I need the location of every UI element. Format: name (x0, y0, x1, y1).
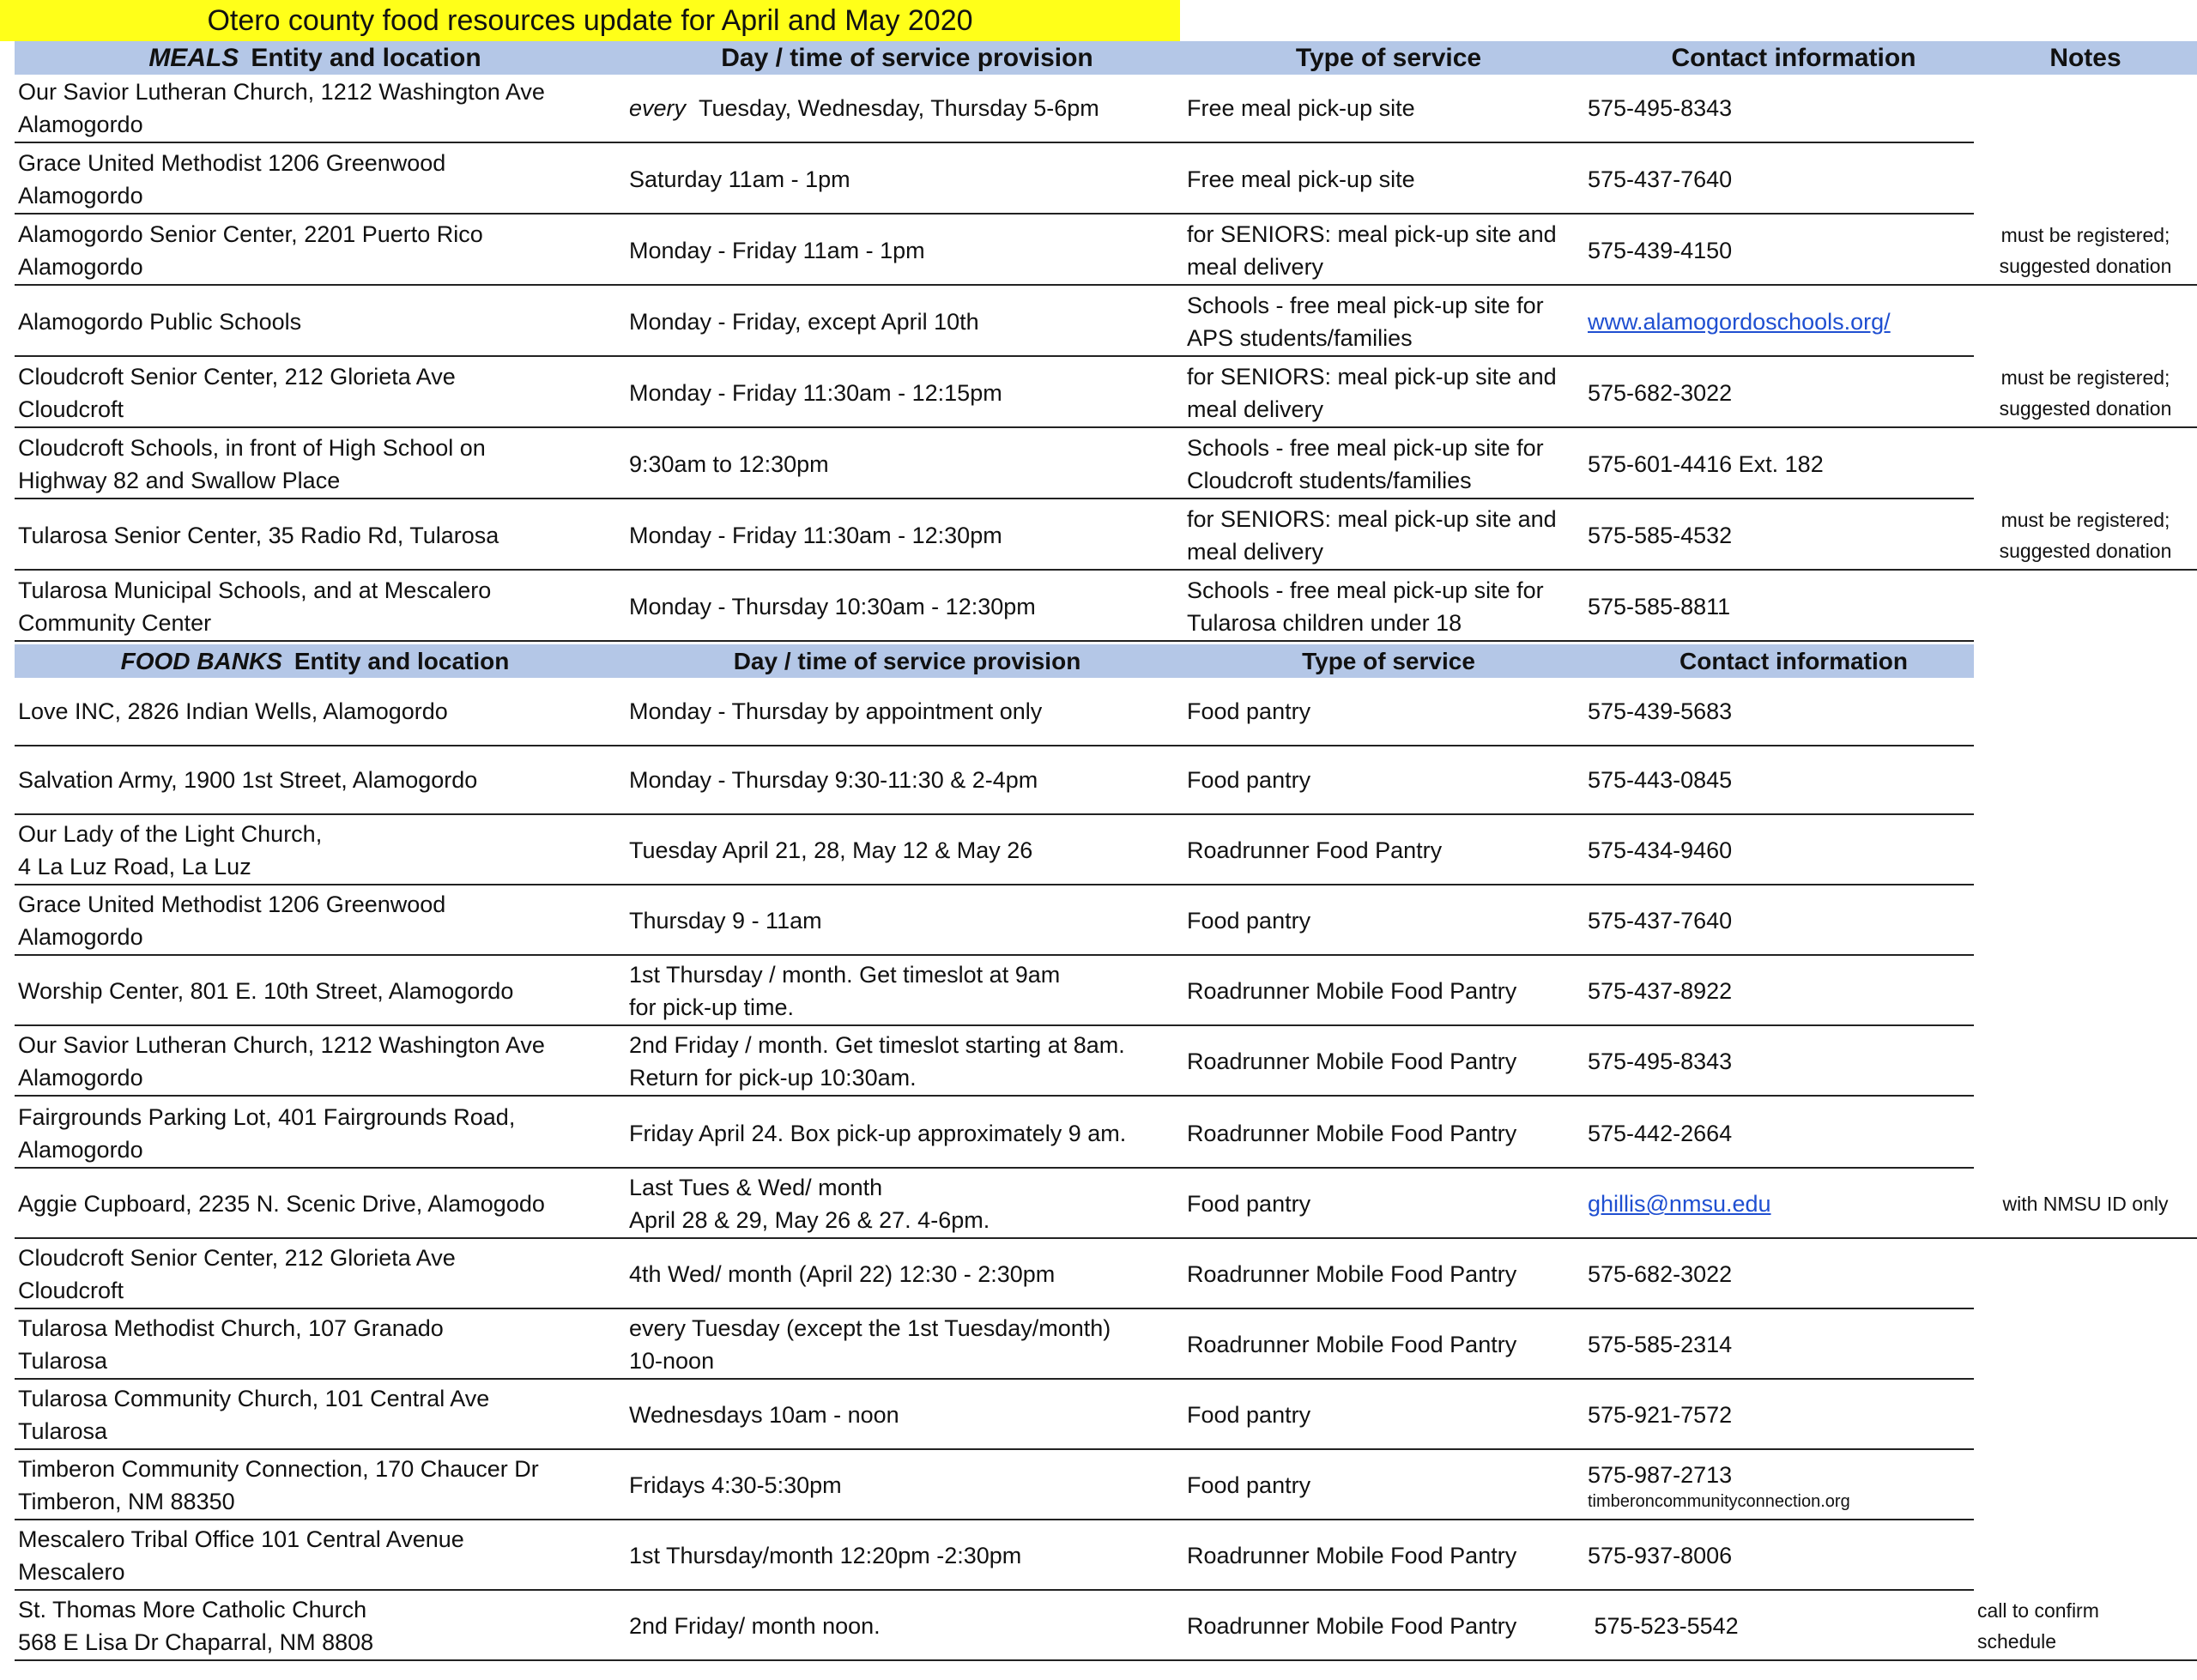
cell-line: Aggie Cupboard, 2235 N. Scenic Drive, Alamogodo (18, 1191, 545, 1217)
contact-info (1588, 1522, 2000, 1589)
service-time (622, 817, 1195, 884)
cell-line: Tuesday April 21, 28, May 12 & May 26 (629, 837, 1033, 863)
cell-line: Schools - free meal pick-up site for (1187, 293, 1544, 318)
entity-location (18, 431, 619, 498)
cell-line: Grace United Methodist 1206 Greenwood (18, 150, 446, 176)
cell-line: Love INC, 2826 Indian Wells, Alamogordo (18, 698, 448, 724)
service-type (1187, 1100, 1590, 1167)
cell-line: Roadrunner Mobile Food Pantry (1187, 1121, 1517, 1146)
contact-phone: 575-682-3022 (1588, 380, 1733, 406)
header-entity-italic: FOOD BANKS (120, 647, 282, 674)
contact-phone: 575-585-2314 (1588, 1332, 1733, 1357)
food-bank-row (15, 958, 2197, 1026)
cell-line: suggested donation (1999, 255, 2172, 277)
contact-info (1588, 217, 2000, 284)
contact-info (1588, 1100, 2000, 1167)
service-type (1187, 1170, 1590, 1237)
contact-phone: 575-937-8006 (1588, 1543, 1733, 1568)
contact-link[interactable]: www.alamogordoschools.org/ (1588, 309, 1891, 335)
cell-line: Roadrunner Mobile Food Pantry (1187, 1048, 1517, 1074)
row-divider (15, 355, 1974, 357)
service-type (1187, 1241, 1590, 1308)
cell-line: 1st Thursday/month 12:20pm -2:30pm (629, 1543, 1022, 1568)
cell-line: Cloudcroft Senior Center, 212 Glorieta Ave (18, 1245, 456, 1271)
cell-line: Our Lady of the Light Church, (18, 821, 323, 847)
notes (1977, 1592, 2197, 1659)
row-divider (15, 1024, 1974, 1026)
entity-location (18, 887, 619, 954)
entity-location (18, 1592, 619, 1659)
cell-line: Roadrunner Mobile Food Pantry (1187, 1332, 1517, 1357)
cell-line: April 28 & 29, May 26 & 27. 4-6pm. (629, 1207, 990, 1233)
cell-line: for SENIORS: meal pick-up site and (1187, 221, 1557, 247)
contact-info (1588, 1028, 2000, 1095)
cell-line: Monday - Thursday by appointment only (629, 698, 1043, 724)
cell-line: Alamogordo Senior Center, 2201 Puerto Rico (18, 221, 483, 247)
header-entity-label: Entity and location (294, 647, 510, 674)
row-divider (15, 569, 2197, 571)
cell-line: Mescalero (18, 1559, 125, 1585)
food-bank-row (15, 1170, 2197, 1239)
cell-line: Timberon, NM 88350 (18, 1489, 235, 1514)
service-type (1187, 146, 1590, 213)
contact-phone: 575-437-7640 (1588, 166, 1733, 192)
entity-location (18, 746, 619, 813)
cell-line: Food pantry (1187, 1402, 1311, 1428)
contact-phone: 575-495-8343 (1588, 1048, 1733, 1074)
service-time (622, 217, 1195, 284)
cell-line: Cloudcroft Schools, in front of High School on (18, 435, 486, 461)
cell-line: Monday - Friday, except April 10th (629, 309, 979, 335)
entity-location (18, 958, 619, 1024)
header-entity-label: Entity and location (251, 43, 481, 72)
row-divider (15, 1237, 2197, 1239)
cell-line: Salvation Army, 1900 1st Street, Alamogordo (18, 767, 478, 793)
notes (1974, 1522, 2197, 1589)
food-bank-row (15, 1311, 2197, 1380)
contact-phone: 575-437-8922 (1588, 978, 1733, 1004)
row-divider (15, 1448, 1974, 1450)
cell-line: Community Center (18, 610, 212, 636)
food-bank-row (15, 887, 2197, 956)
notes (1974, 1170, 2197, 1237)
cell-line: Food pantry (1187, 1472, 1311, 1498)
contact-website: timberoncommunityconnection.org (1588, 1492, 1850, 1511)
cell-line: Food pantry (1187, 908, 1311, 934)
cell-line: Tularosa Community Church, 101 Central Ave (18, 1386, 490, 1411)
cell-line: Thursday 9 - 11am (629, 908, 822, 934)
entity-location (18, 1381, 619, 1448)
cell-line: Monday - Thursday 10:30am - 12:30pm (629, 594, 1036, 619)
entity-location (18, 1311, 619, 1378)
service-type (1187, 817, 1590, 884)
cell-line: 9:30am to 12:30pm (629, 451, 829, 477)
meal-row (15, 573, 2197, 642)
header-contact: Contact information (1680, 647, 1908, 674)
cell-line: Monday - Friday 11:30am - 12:30pm (629, 523, 1002, 548)
cell-line: Our Savior Lutheran Church, 1212 Washington Ave (18, 79, 545, 105)
header-type: Type of service (1295, 43, 1482, 72)
food-bank-row (15, 1241, 2197, 1309)
contact-phone: 575-495-8343 (1588, 95, 1733, 121)
cell-line: Tularosa children under 18 (1187, 610, 1462, 636)
cell-line: Alamogordo Public Schools (18, 309, 302, 335)
food-bank-row (15, 1381, 2197, 1450)
entity-location (18, 573, 619, 640)
contact-phone: 575-921-7572 (1588, 1402, 1733, 1428)
entity-location (18, 1170, 619, 1237)
cell-line: Food pantry (1187, 1191, 1311, 1217)
cell-line: Tularosa (18, 1418, 108, 1444)
contact-info (1588, 1592, 2000, 1659)
cell-italic: every (629, 95, 699, 121)
cell-text: Tuesday, Wednesday, Thursday 5-6pm (699, 95, 1099, 121)
cell-line: every Tuesday (except the 1st Tuesday/month) (629, 1315, 1111, 1341)
food-bank-row (15, 1100, 2197, 1169)
header-entity (15, 644, 615, 678)
service-time (622, 431, 1195, 498)
service-type (1187, 1381, 1590, 1448)
service-type (1187, 431, 1590, 498)
service-type (1187, 1311, 1590, 1378)
meal-row (15, 288, 2197, 357)
cell-line: meal delivery (1187, 396, 1324, 422)
service-time (622, 958, 1195, 1024)
cell-line: Tularosa Methodist Church, 107 Granado (18, 1315, 444, 1341)
cell-line: Grace United Methodist 1206 Greenwood (18, 891, 446, 917)
food-bank-row (15, 1522, 2197, 1591)
cell-line: 10-noon (629, 1348, 715, 1374)
entity-location (18, 288, 619, 355)
service-time (622, 1381, 1195, 1448)
service-type (1187, 1452, 1590, 1519)
service-time (622, 573, 1195, 640)
food-bank-row (15, 746, 2197, 815)
cell-line: 2nd Friday / month. Get timeslot starting at 8am. (629, 1032, 1125, 1058)
cell-line: Worship Center, 801 E. 10th Street, Alamogordo (18, 978, 514, 1004)
contact-phone: 575-434-9460 (1588, 837, 1733, 863)
contact-info (1588, 817, 2000, 884)
notes (1974, 746, 2197, 813)
cell-line: call to confirm (1977, 1599, 2099, 1622)
service-time (622, 887, 1195, 954)
service-type (1187, 678, 1590, 745)
food-bank-row (15, 678, 2197, 746)
contact-phone: 575-442-2664 (1588, 1121, 1733, 1146)
contact-info (1588, 360, 2000, 426)
row-divider (15, 1095, 1974, 1097)
service-time (622, 678, 1195, 745)
contact-info (1588, 1452, 2000, 1519)
entity-location (18, 75, 619, 142)
cell-line: Our Savior Lutheran Church, 1212 Washington Ave (18, 1032, 545, 1058)
cell-line: Last Tues & Wed/ month (629, 1175, 883, 1200)
notes (1974, 817, 2197, 884)
contact-phone: 575-585-4532 (1588, 523, 1733, 548)
contact-info (1588, 146, 2000, 213)
service-type (1187, 217, 1590, 284)
contact-info (1588, 573, 2000, 640)
notes (1974, 75, 2197, 142)
cell-line: schedule (1977, 1630, 2057, 1653)
cell-line: Fairgrounds Parking Lot, 401 Fairgrounds Road, (18, 1104, 516, 1130)
cell-line: Tularosa (18, 1348, 108, 1374)
cell-line: meal delivery (1187, 539, 1324, 565)
service-time (622, 1241, 1195, 1308)
meals-header (15, 41, 2197, 75)
contact-phone: 575-987-2713 (1588, 1462, 1733, 1488)
cell-line: Monday - Friday 11am - 1pm (629, 238, 925, 263)
service-time (622, 1522, 1195, 1589)
row-divider (15, 498, 1974, 499)
notes (1974, 678, 2197, 745)
service-time (622, 75, 1195, 142)
food-bank-row (15, 1452, 2197, 1520)
contact-info (1588, 75, 2000, 142)
entity-location (18, 360, 619, 426)
header-notes: Notes (2049, 43, 2121, 72)
cell-line: for SENIORS: meal pick-up site and (1187, 506, 1557, 532)
contact-phone: 575-439-5683 (1588, 698, 1733, 724)
contact-phone: 575-437-7640 (1588, 908, 1733, 934)
cell-line: Monday - Friday 11:30am - 12:15pm (629, 380, 1002, 406)
service-time (622, 1170, 1195, 1237)
cell-line: for pick-up time. (629, 994, 795, 1020)
entity-location (18, 817, 619, 884)
food-bank-row (15, 817, 2197, 885)
service-time (622, 502, 1195, 569)
entity-location (18, 502, 619, 569)
service-time (622, 1311, 1195, 1378)
cell-line: Schools - free meal pick-up site for (1187, 435, 1544, 461)
cell-line: Fridays 4:30-5:30pm (629, 1472, 842, 1498)
contact-info (1588, 678, 2000, 745)
row-divider (15, 1519, 1974, 1520)
row-divider (15, 813, 1974, 815)
service-type (1187, 887, 1590, 954)
cell-line: Friday April 24. Box pick-up approximately 9 am. (629, 1121, 1127, 1146)
cell-line (629, 92, 1195, 124)
row-divider (15, 426, 2197, 428)
cell-line: Roadrunner Mobile Food Pantry (1187, 1261, 1517, 1287)
service-type (1187, 958, 1590, 1024)
cell-line: Saturday 11am - 1pm (629, 166, 850, 192)
cell-line: Mescalero Tribal Office 101 Central Avenue (18, 1526, 464, 1552)
cell-line: Schools - free meal pick-up site for (1187, 577, 1544, 603)
cell-line: 2nd Friday/ month noon. (629, 1613, 881, 1639)
entity-location (18, 1452, 619, 1519)
service-type (1187, 746, 1590, 813)
notes (1974, 887, 2197, 954)
cell-line: with NMSU ID only (2002, 1193, 2169, 1215)
notes (1974, 360, 2197, 426)
cell-line: Cloudcroft Senior Center, 212 Glorieta Ave (18, 364, 456, 390)
contact-phone: 575-601-4416 Ext. 182 (1588, 451, 1824, 477)
entity-location (18, 1100, 619, 1167)
contact-info (1588, 1311, 2000, 1378)
service-time (622, 746, 1195, 813)
cell-line: must be registered; (2000, 509, 2170, 531)
service-type (1187, 502, 1590, 569)
entity-location (18, 678, 619, 745)
contact-phone: 575-585-8811 (1588, 594, 1731, 619)
cell-line: Tularosa Senior Center, 35 Radio Rd, Tularosa (18, 523, 499, 548)
cell-line: Roadrunner Food Pantry (1187, 837, 1443, 863)
notes (1974, 1452, 2197, 1519)
contact-phone: 575-443-0845 (1588, 767, 1733, 793)
cell-line: Alamogordo (18, 1137, 143, 1163)
row-divider (15, 142, 1974, 143)
cell-line: Alamogordo (18, 1065, 143, 1091)
cell-line: Alamogordo (18, 924, 143, 950)
cell-line: APS students/families (1187, 325, 1413, 351)
row-divider (15, 1308, 1974, 1309)
notes (1974, 958, 2197, 1024)
contact-link[interactable]: ghillis@nmsu.edu (1588, 1191, 1771, 1217)
cell-line: Highway 82 and Swallow Place (18, 468, 341, 493)
service-type (1187, 573, 1590, 640)
row-divider (15, 1659, 2197, 1661)
service-time (622, 360, 1195, 426)
service-time (622, 1452, 1195, 1519)
notes (1974, 217, 2197, 284)
cell-line: Roadrunner Mobile Food Pantry (1187, 978, 1517, 1004)
notes (1974, 1311, 2197, 1378)
entity-location (18, 217, 619, 284)
cell-line: suggested donation (1999, 540, 2172, 562)
cell-line: Roadrunner Mobile Food Pantry (1187, 1543, 1517, 1568)
contact-info (1588, 958, 2000, 1024)
header-contact: Contact information (1671, 43, 1916, 72)
contact-phone: 575-523-5542 (1588, 1613, 1739, 1639)
contact-info (1588, 1241, 2000, 1308)
service-time (622, 1592, 1195, 1659)
cell-line: 4th Wed/ month (April 22) 12:30 - 2:30pm (629, 1261, 1056, 1287)
food-bank-row (15, 1028, 2197, 1097)
cell-line: St. Thomas More Catholic Church (18, 1597, 367, 1623)
cell-line: Alamogordo (18, 112, 143, 137)
contact-phone: 575-682-3022 (1588, 1261, 1733, 1287)
cell-line: Wednesdays 10am - noon (629, 1402, 899, 1428)
header-entity-italic: MEALS (148, 43, 239, 72)
header-entity (15, 41, 615, 75)
header-time: Day / time of service provision (721, 43, 1093, 72)
cell-line: Alamogordo (18, 254, 143, 280)
cell-line: Roadrunner Mobile Food Pantry (1187, 1613, 1517, 1639)
header-time: Day / time of service provision (733, 647, 1081, 674)
cell-line: 4 La Luz Road, La Luz (18, 854, 251, 879)
cell-line: must be registered; (2000, 224, 2170, 246)
meal-row (15, 502, 2197, 571)
service-time (622, 1100, 1195, 1167)
cell-line: Return for pick-up 10:30am. (629, 1065, 917, 1091)
meal-row (15, 146, 2197, 215)
service-time (622, 288, 1195, 355)
header-type: Type of service (1302, 647, 1475, 674)
cell-line: suggested donation (1999, 397, 2172, 420)
notes (1974, 1100, 2197, 1167)
cell-line: Cloudcroft students/families (1187, 468, 1472, 493)
entity-location (18, 1241, 619, 1308)
cell-line: Timberon Community Connection, 170 Chaucer Dr (18, 1456, 539, 1482)
cell-line: 1st Thursday / month. Get timeslot at 9am (629, 962, 1061, 988)
food-banks-header (15, 644, 1974, 678)
service-type (1187, 288, 1590, 355)
row-divider (15, 884, 1974, 885)
notes (1974, 146, 2197, 213)
notes (1974, 431, 2197, 498)
cell-line: Food pantry (1187, 698, 1311, 724)
entity-location (18, 1522, 619, 1589)
cell-line: Cloudcroft (18, 1278, 124, 1303)
meal-row (15, 431, 2197, 499)
row-divider (15, 1167, 1974, 1169)
service-type (1187, 1592, 1590, 1659)
row-divider (15, 1378, 1974, 1380)
contact-info (1588, 887, 2000, 954)
meal-row (15, 75, 2197, 143)
meal-row (15, 360, 2197, 428)
row-divider (15, 213, 1974, 215)
cell-line: meal delivery (1187, 254, 1324, 280)
contact-info[interactable] (1588, 288, 2000, 355)
notes (1974, 288, 2197, 355)
cell-line: Food pantry (1187, 767, 1311, 793)
food-bank-row (15, 1592, 2197, 1661)
contact-info[interactable] (1588, 1170, 2000, 1237)
row-divider (15, 1589, 1974, 1591)
contact-info (1588, 746, 2000, 813)
contact-phone: 575-439-4150 (1588, 238, 1733, 263)
cell-line: Monday - Thursday 9:30-11:30 & 2-4pm (629, 767, 1038, 793)
notes (1974, 502, 2197, 569)
cell-line: Alamogordo (18, 183, 143, 208)
page-title: Otero county food resources update for April and May 2020 (0, 0, 1180, 41)
row-divider (15, 954, 1974, 956)
cell-line: Free meal pick-up site (1187, 95, 1415, 121)
notes (1974, 1381, 2197, 1448)
cell-line: Tularosa Municipal Schools, and at Mescalero (18, 577, 492, 603)
notes (1974, 573, 2197, 640)
cell-line: Free meal pick-up site (1187, 166, 1415, 192)
row-divider (15, 640, 1974, 642)
service-time (622, 146, 1195, 213)
row-divider (15, 284, 2197, 286)
cell-line: for SENIORS: meal pick-up site and (1187, 364, 1557, 390)
cell-line: must be registered; (2000, 366, 2170, 389)
entity-location (18, 146, 619, 213)
contact-info (1588, 502, 2000, 569)
service-type (1187, 1522, 1590, 1589)
entity-location (18, 1028, 619, 1095)
meal-row (15, 217, 2197, 286)
notes (1974, 1241, 2197, 1308)
service-type (1187, 75, 1590, 142)
service-type (1187, 1028, 1590, 1095)
service-type (1187, 360, 1590, 426)
cell-line: 568 E Lisa Dr Chaparral, NM 8808 (18, 1629, 374, 1655)
service-time (622, 1028, 1195, 1095)
contact-info (1588, 1381, 2000, 1448)
contact-info (1588, 431, 2000, 498)
notes (1974, 1028, 2197, 1095)
cell-line: Cloudcroft (18, 396, 124, 422)
